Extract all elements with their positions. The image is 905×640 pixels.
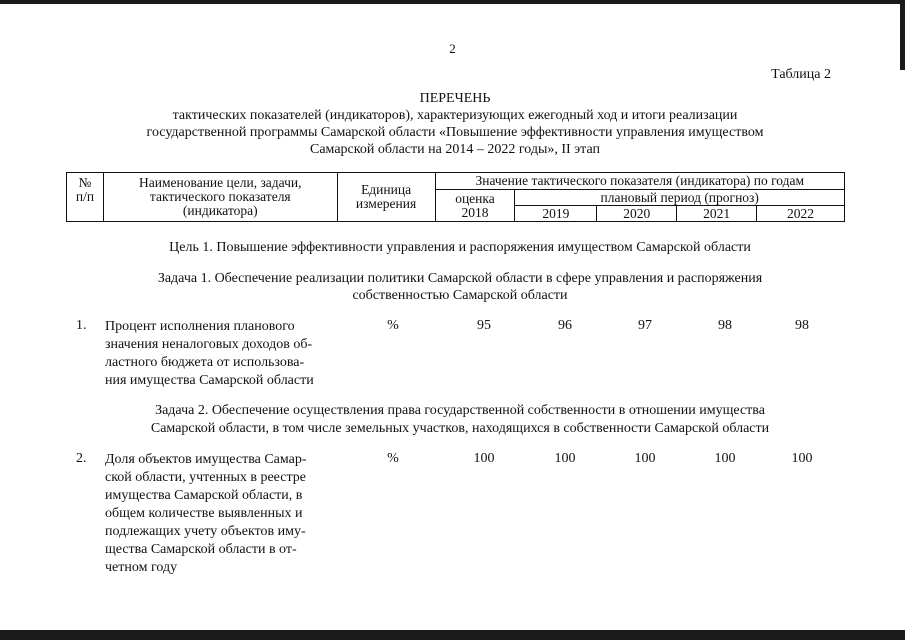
task-2-line-1: Задача 2. Обеспечение осуществления права государственной собственности в отношении имущества [155,403,765,418]
header-name-line-3: (индикатора) [182,203,258,218]
task-2-line-2: Самарской области, в том числе земельных участков, находящихся в собственности Самарской области [150,421,770,436]
row-2-value-2018: 100 [473,451,495,466]
row-1-name-line: ластного бюджета от использова- [105,355,305,370]
header-estimate-label: оценка [455,190,495,206]
table-label: Таблица 2 [771,67,831,82]
row-1-value-2022: 98 [795,318,809,333]
scan-edge-bottom [0,630,905,640]
title-line-1: тактических показателей (индикаторов), характеризующих ежегодный ход и итоги реализации [172,108,738,123]
header-name-line-2: тактического показателя [149,189,291,204]
row-1-value-2019: 96 [558,318,572,333]
row-1-unit: % [387,318,399,333]
row-2-name-line: подлежащих учету объектов иму- [105,524,306,539]
header-estimate [435,190,515,222]
header-number-line-1: № [78,175,92,190]
title-line-3: Самарской области на 2014 – 2022 годы», II этап [310,142,600,157]
row-1-name-line: значения неналоговых доходов об- [105,337,313,352]
row-2-value-2022: 100 [791,451,813,466]
row-2-name-line: ской области, учтенных в реестре [105,470,306,485]
header-year-2020: 2020 [597,206,677,222]
page-number: 2 [449,41,456,56]
row-1-value-2020: 97 [638,318,652,333]
row-1-name-line: ния имущества Самарской области [105,373,314,388]
scan-edge-top [0,0,905,4]
header-value-group: Значение тактического показателя (индикатора) по годам [435,173,844,190]
row-2-name [105,451,336,577]
title-line-2: государственной программы Самарской области «Повышение эффективности управления имуществом [146,125,764,140]
scan-edge-right [900,0,905,70]
row-2-number: 2. [76,451,87,466]
goal-heading: Цель 1. Повышение эффективности управления и распоряжения имуществом Самарской области [169,240,751,255]
header-year-2022: 2022 [757,206,845,222]
row-1-value-2021: 98 [718,318,732,333]
header-year-2021: 2021 [677,206,757,222]
row-2-value-2021: 100 [714,451,736,466]
row-2-name-line: четном году [105,560,178,575]
row-1-value-2018: 95 [477,318,491,333]
indicator-table-header [66,172,845,222]
header-unit-line-1: Единица [361,182,412,197]
row-2-name-line: щества Самарской области в от- [105,542,297,557]
row-2-value-2020: 100 [634,451,656,466]
row-2-unit: % [387,451,399,466]
task-1-line-1: Задача 1. Обеспечение реализации политики Самарской области в сфере управления и распоряжения [157,271,763,286]
header-name-line-1: Наименование цели, задачи, [139,175,302,190]
header-year-2019: 2019 [515,206,597,222]
row-2-name-line: Доля объектов имущества Самар- [105,452,307,467]
header-name [103,173,337,222]
row-1-name [105,318,336,390]
header-unit [337,173,435,222]
row-2-name-line: общем количестве выявленных и [105,506,303,521]
header-year-2018: 2018 [461,204,489,220]
task-1-line-2: собственностью Самарской области [352,288,568,303]
header-unit-line-2: измерения [355,196,417,211]
row-2-name-line: имущества Самарской области, в [105,488,303,503]
header-number-line-2: п/п [75,189,95,204]
row-1-name-line: Процент исполнения планового [105,319,295,334]
header-planned-period: плановый период (прогноз) [515,190,845,206]
title-heading: ПЕРЕЧЕНЬ [419,91,491,106]
header-number [67,173,104,222]
row-1-number: 1. [76,318,87,333]
row-2-value-2019: 100 [554,451,576,466]
